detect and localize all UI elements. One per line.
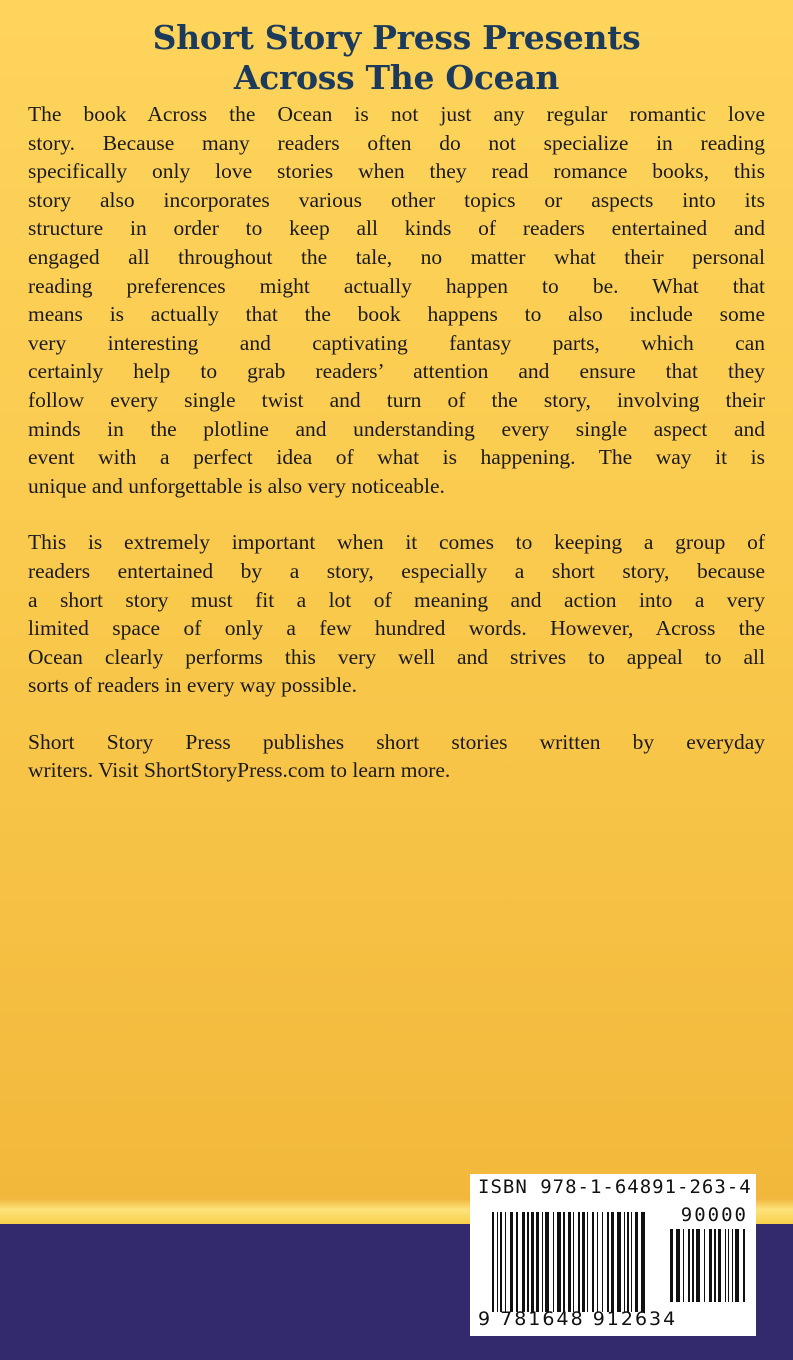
- barcode-bar: [696, 1229, 700, 1302]
- barcode-bar: [573, 1212, 574, 1312]
- text-line: story. Because many readers often do not specialize in reading: [28, 130, 765, 155]
- text-line: means is actually that the book happens to also include some: [28, 302, 765, 327]
- text-line: structure in order to keep all kinds of readers entertained and: [28, 216, 765, 241]
- barcode-bar: [527, 1212, 529, 1312]
- ean-digits: 9 781648 912634: [478, 1308, 678, 1330]
- isbn-barcode: [470, 1174, 756, 1336]
- title-line-book: Across The Ocean: [233, 58, 560, 97]
- barcode-bar: [676, 1229, 680, 1302]
- text-line: writers. Visit ShortStoryPress.com to learn more.: [28, 758, 451, 783]
- barcode-bar: [624, 1212, 625, 1312]
- barcode-bar: [602, 1212, 603, 1312]
- barcode-bar: [743, 1229, 745, 1302]
- barcode-bar: [510, 1212, 513, 1312]
- barcode-bar: [641, 1212, 645, 1312]
- text-line: story also incorporates various other topics or aspects into its: [28, 187, 765, 212]
- barcode-bar: [718, 1229, 721, 1302]
- text-line: Short Story Press publishes short stories written by everyday: [28, 729, 765, 754]
- barcode-bar: [542, 1212, 543, 1312]
- price-code: 90000: [680, 1204, 748, 1226]
- barcode-bar: [505, 1212, 506, 1312]
- cover-title: [0, 18, 793, 98]
- barcode-bar: [578, 1212, 580, 1312]
- barcode-bar: [635, 1212, 638, 1312]
- barcode-bar: [728, 1229, 729, 1302]
- paragraph: [28, 728, 765, 785]
- barcode-bar: [735, 1229, 739, 1302]
- barcode-bar: [492, 1212, 494, 1312]
- barcode-bar: [587, 1212, 588, 1312]
- barcode-bar: [497, 1212, 498, 1312]
- text-line: unique and unforgettable is also very noticeable.: [28, 473, 445, 498]
- text-line: follow every single twist and turn of the story, involving their: [28, 387, 765, 412]
- barcode-bar: [688, 1229, 690, 1302]
- barcode-bar: [522, 1212, 525, 1312]
- title-line-publisher: Short Story Press Presents: [152, 18, 641, 57]
- barcode-bar: [714, 1229, 716, 1302]
- text-line: readers entertained by a story, especially a short story, because: [28, 558, 765, 583]
- text-line: The book Across the Ocean is not just any regular romantic love: [28, 102, 765, 126]
- text-line: minds in the plotline and understanding every single aspect and: [28, 416, 765, 441]
- barcode-bar: [536, 1212, 539, 1312]
- barcode-bar: [732, 1229, 733, 1302]
- text-line: a short story must fit a lot of meaning and action into a very: [28, 587, 765, 612]
- barcode-bar: [617, 1212, 621, 1312]
- barcode-bar: [592, 1212, 594, 1312]
- barcode-bar: [670, 1229, 673, 1302]
- blurb: [28, 100, 765, 813]
- text-line: sorts of readers in every way possible.: [28, 673, 357, 698]
- barcode-bar: [516, 1212, 518, 1312]
- barcode-bar: [683, 1229, 684, 1302]
- isbn-text: ISBN 978-1-64891-263-4: [478, 1176, 752, 1198]
- barcode-bar: [563, 1212, 565, 1312]
- text-line: event with a perfect idea of what is happening. The way it is: [28, 445, 765, 470]
- barcode-bar: [692, 1229, 694, 1302]
- barcode-bar: [631, 1212, 632, 1312]
- text-line: certainly help to grab readers’ attention and ensure that they: [28, 359, 765, 384]
- text-line: reading preferences might actually happen to be. What that: [28, 273, 765, 298]
- paragraph: [28, 528, 765, 700]
- barcode-bar: [545, 1212, 549, 1312]
- barcode-bar: [627, 1212, 629, 1312]
- text-line: limited space of only a few hundred words. However, Across the: [28, 616, 765, 641]
- text-line: engaged all throughout the tale, no matter what their personal: [28, 244, 765, 269]
- barcode-bar: [725, 1229, 726, 1302]
- barcode-bar: [531, 1212, 534, 1312]
- barcode-bar: [568, 1212, 571, 1312]
- barcode-bar: [607, 1212, 609, 1312]
- barcode-bar: [597, 1212, 598, 1312]
- text-line: This is extremely important when it comes to keeping a group of: [28, 530, 765, 555]
- barcode-bar: [704, 1229, 705, 1302]
- barcode-bar: [582, 1212, 585, 1312]
- barcode-bar: [553, 1212, 554, 1312]
- barcode-bar: [611, 1212, 614, 1312]
- text-line: very interesting and captivating fantasy parts, which can: [28, 330, 765, 355]
- barcode-bar: [709, 1229, 712, 1302]
- text-line: specifically only love stories when they read romance books, this: [28, 159, 765, 184]
- barcode-bar: [557, 1212, 561, 1312]
- text-line: Ocean clearly performs this very well and strives to appeal to all: [28, 644, 765, 669]
- paragraph: [28, 100, 765, 500]
- barcode-bar: [500, 1212, 502, 1312]
